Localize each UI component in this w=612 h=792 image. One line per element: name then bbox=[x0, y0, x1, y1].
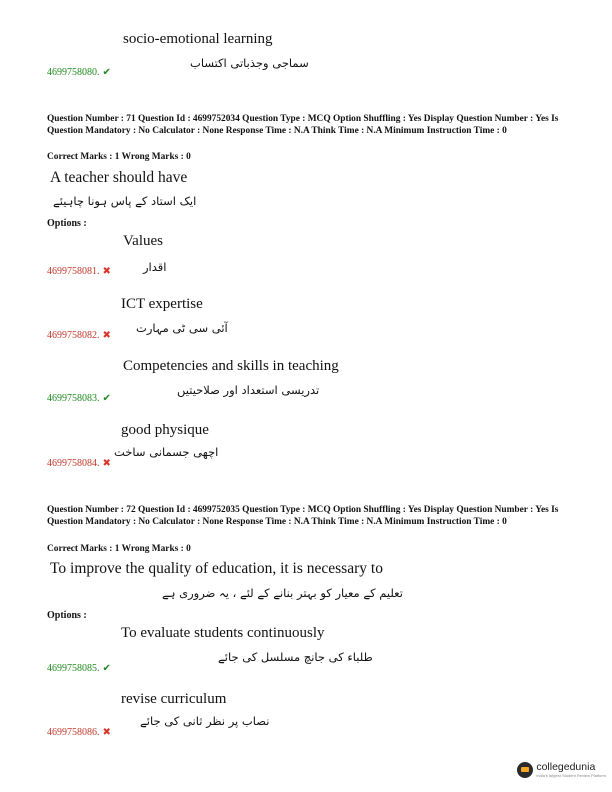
option-text: ICT expertise bbox=[121, 296, 203, 312]
option-id: 4699758083. ✔ bbox=[47, 393, 111, 404]
option-urdu-text: نصاب پر نظر ثانی کی جائے bbox=[140, 714, 270, 728]
logo-tagline: India's largest Student Review Platform bbox=[536, 773, 606, 778]
question-marks: Correct Marks : 1 Wrong Marks : 0 bbox=[47, 152, 191, 162]
logo-name: collegedunia bbox=[536, 761, 596, 773]
option-id: 4699758081. ✖ bbox=[47, 266, 111, 277]
option-urdu-text: اقدار bbox=[143, 260, 167, 274]
option-urdu-text: تدریسی استعداد اور صلاحیتیں bbox=[177, 383, 320, 397]
collegedunia-logo bbox=[517, 762, 606, 778]
option-urdu-text: آئی سی ٹی مہارت bbox=[136, 321, 228, 335]
wrong-cross-icon: ✖ bbox=[102, 330, 111, 341]
option-text: Competencies and skills in teaching bbox=[123, 358, 339, 374]
question-text: To improve the quality of education, it is necessary to bbox=[50, 560, 383, 577]
correct-check-icon: ✔ bbox=[102, 393, 111, 404]
option-text: revise curriculum bbox=[121, 691, 227, 707]
option-text: socio-emotional learning bbox=[123, 31, 273, 47]
question-text: A teacher should have bbox=[50, 169, 188, 186]
question-meta: Question Number : 72 Question Id : 4699752035 Question Type : MCQ Option Shuffling : Yes Display Question Number : Yes Is Question Mandatory : No Calculator : None Response Time : N.A Think Time : N.A Minimum Instruction Time : 0 bbox=[47, 505, 559, 527]
question-urdu-text: تعلیم کے معیار کو بہتر بنانے کے لئے ، یہ ضروری ہے bbox=[162, 586, 403, 600]
option-urdu-text: سماجی وجذباتی اکتساب bbox=[190, 56, 309, 70]
option-text: good physique bbox=[121, 422, 209, 438]
wrong-cross-icon: ✖ bbox=[102, 266, 111, 277]
option-urdu-text: طلباء کی جانچ مسلسل کی جائے bbox=[218, 650, 373, 664]
correct-check-icon: ✔ bbox=[102, 67, 111, 78]
correct-check-icon: ✔ bbox=[102, 663, 111, 674]
options-label: Options : bbox=[47, 610, 87, 621]
option-id: 4699758086. ✖ bbox=[47, 727, 111, 738]
option-text: Values bbox=[123, 233, 163, 249]
option-urdu-text: اچھی جسمانی ساخت bbox=[114, 445, 219, 459]
option-text: To evaluate students continuously bbox=[121, 625, 325, 641]
wrong-cross-icon: ✖ bbox=[102, 458, 111, 469]
option-id: 4699758082. ✖ bbox=[47, 330, 111, 341]
option-id: 4699758085. ✔ bbox=[47, 663, 111, 674]
graduation-cap-icon bbox=[517, 762, 533, 778]
wrong-cross-icon: ✖ bbox=[102, 727, 111, 738]
option-id: 4699758084. ✖ bbox=[47, 458, 111, 469]
options-label: Options : bbox=[47, 218, 87, 229]
question-urdu-text: ایک استاد کے پاس ہونا چاہیئے bbox=[53, 194, 197, 208]
question-marks: Correct Marks : 1 Wrong Marks : 0 bbox=[47, 544, 191, 554]
option-id: 4699758080. ✔ bbox=[47, 67, 111, 78]
question-meta: Question Number : 71 Question Id : 4699752034 Question Type : MCQ Option Shuffling : Yes Display Question Number : Yes Is Question Mandatory : No Calculator : None Response Time : N.A Think Time : N.A Minimum Instruction Time : 0 bbox=[47, 114, 559, 136]
